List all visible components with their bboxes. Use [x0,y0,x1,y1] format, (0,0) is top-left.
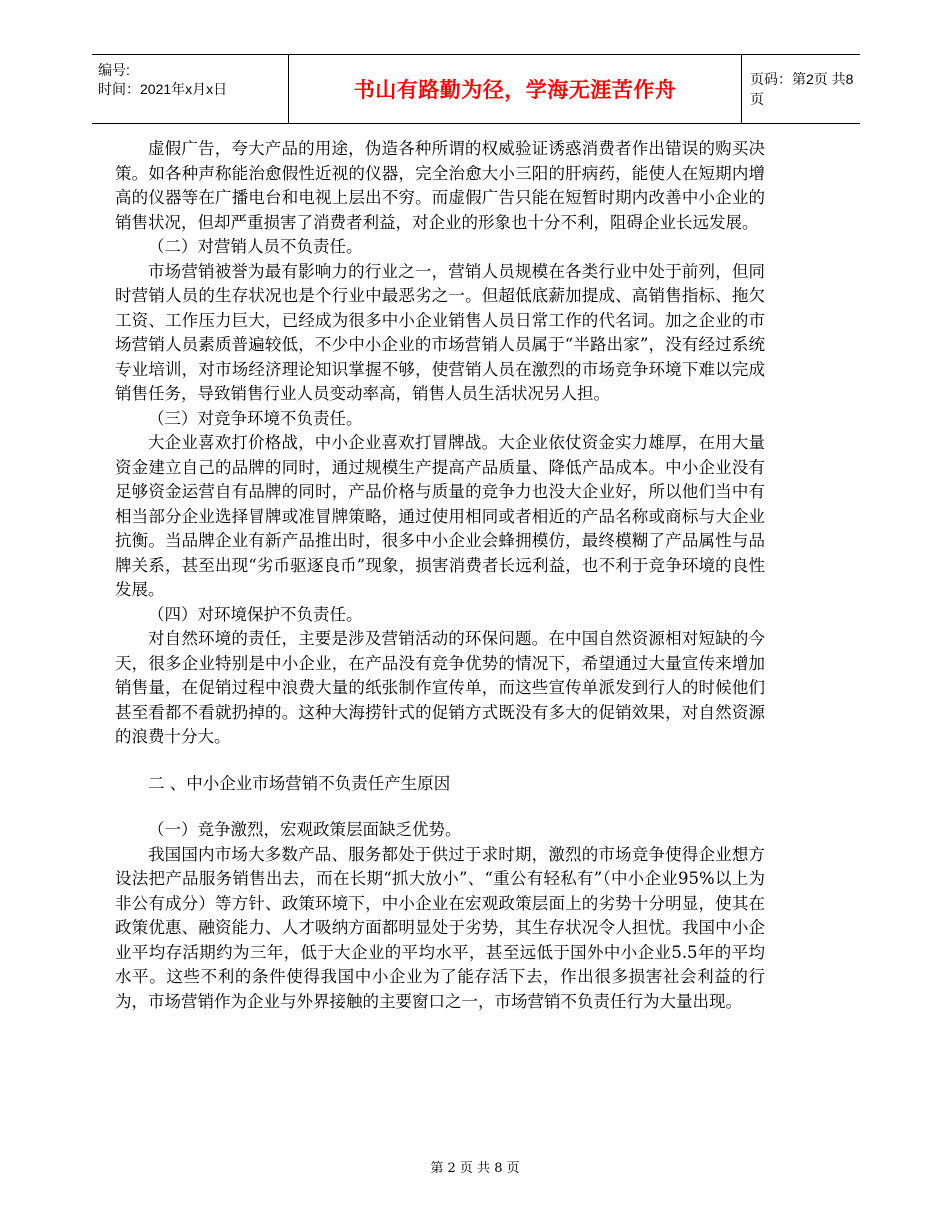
header-meta-cell [92,55,288,123]
header-page-number: 页码：第2页 共8页 [750,71,854,107]
document-number-label: 编号: [98,62,130,78]
document-body [115,137,765,1014]
page-header [92,54,860,124]
subsection-heading: （四）对环境保护不负责任。 [148,604,363,624]
document-time-label: 时间：2021年x月x日 [98,81,228,97]
body-paragraph: 虚假广告，夸大产品的用途，伪造各种所谓的权威验证诱惑消费者作出错误的购买决策。如各种声称能治愈假性近视的仪器，完全治愈大小三阳的肝病药，能使人在短期内增高的仪器等在广播电台和电视上层出不穷。而虚假广告只能在短暂时期内改善中小企业的销售状况，但却严重损害了消费者利益，对企业的形象也十分不利，阻碍企业长远发展。 [115,139,765,232]
subsection-heading: （二）对营销人员不负责任。 [148,237,363,256]
body-paragraph: 对自然环境的责任，主要是涉及营销活动的环保问题。在中国自然资源相对短缺的今天，很多企业特别是中小企业，在产品没有竞争优势的情况下，希望通过大量宣传来增加销售量，在促销过程中浪费大量的纸张制作宣传单，而这些宣传单派发到行人的时候他们甚至看都不看就扔掉的。这种大海捞针式的促销方式既没有多大的促销效果，对自然资源的浪费十分大。 [115,629,765,746]
body-paragraph: 市场营销被誉为最有影响力的行业之一，营销人员规模在各类行业中处于前列，但同时营销人员的生存状况也是个行业中最恶劣之一。但超低底薪加提成、高销售指标、拖欠工资、工作压力巨大，已经成为很多中小企业销售人员日常工作的代名词。加之企业的市场营销人员素质普遍较低，不少中小企业的市场营销人员属于“半路出家”，没有经过系统专业培训，对市场经济理论知识掌握不够，使营销人员在激烈的市场竞争环境下难以完成销售任务，导致销售行业人员变动率高，销售人员生活状况另人担。 [115,261,765,403]
section-gap [115,796,765,818]
subsection-heading: （一）竞争激烈，宏观政策层面缺乏优势。 [148,820,462,839]
subsection-heading: （三）对竞争环境不负责任。 [148,408,363,428]
section-heading: 二 、中小企业市场营销不负责任产生原因 [148,773,451,793]
header-page-cell [740,55,860,123]
body-paragraph: 大企业喜欢打价格战，中小企业喜欢打冒牌战。大企业依仗资金实力雄厚，在用大量资金建立自己的品牌的同时，通过规模生产提高产品质量、降低产品成本。中小企业没有足够资金运营自有品牌的同时，产品价格与质量的竞争力也没大企业好，所以他们当中有相当部分企业选择冒牌或准冒牌策略，通过使用相同或者相近的产品名称或商标与大企业抗衡。当品牌企业有新产品推出时，很多中小企业会蜂拥模仿，最终模糊了产品属性与品牌关系，甚至出现“劣币驱逐良币”现象，损害消费者长远利益，也不利于竞争环境的良性发展。 [115,433,765,599]
header-motto-cell [288,55,742,123]
page-footer: 第 2 页 共 8 页 [430,1161,520,1176]
header-motto: 书山有路勤为径，学海无涯苦作舟 [353,77,677,102]
body-paragraph: 我国国内市场大多数产品、服务都处于供过于求时期，激烈的市场竞争使得企业想方设法把产品服务销售出去，而在长期“抓大放小”、“重公有轻私有”（中小企业95%以上为非公有成分）等方针、政策环境下，中小企业在宏观政策层面上的劣势十分明显，使其在政策优惠、融资能力、人才吸纳方面都明显处于劣势，其生存状况令人担忧。我国中小企业平均存活期约为三年，低于大企业的平均水平，甚至远低于国外中小企业5.5年的平均水平。这些不利的条件使得我国中小企业为了能存活下去，作出很多损害社会利益的行为，市场营销作为企业与外界接触的主要窗口之一，市场营销不负责任行为大量出现。 [115,844,765,1011]
section-gap [115,750,765,772]
